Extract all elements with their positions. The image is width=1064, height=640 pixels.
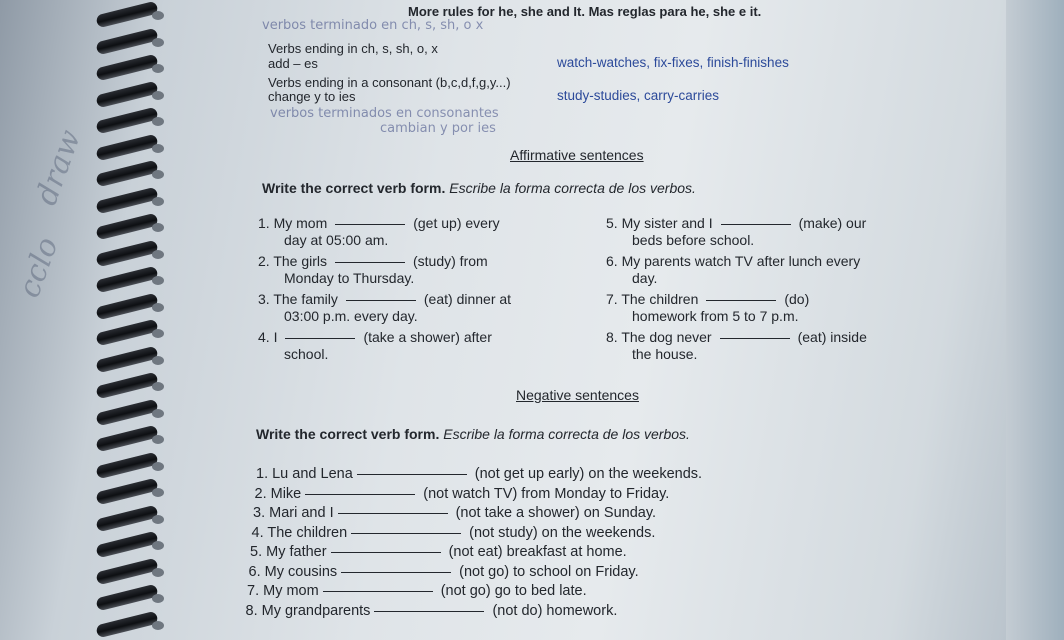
item-verb-hint: (eat) inside bbox=[797, 329, 867, 345]
item-subject: 8. The dog never bbox=[606, 329, 712, 345]
answer-blank[interactable] bbox=[323, 590, 433, 592]
item-subject: 6. My cousins bbox=[248, 563, 338, 580]
rule2-label: Verbs ending in a consonant (b,c,d,f,g,y...) bbox=[268, 75, 511, 90]
item-verb-hint: (study) from bbox=[413, 253, 488, 269]
punch-hole bbox=[152, 356, 164, 365]
punch-hole bbox=[152, 38, 164, 47]
affirmative-item-continued: 03:00 p.m. every day. bbox=[284, 308, 418, 324]
margin-scribble: draw bbox=[28, 125, 89, 210]
answer-blank[interactable] bbox=[338, 512, 448, 514]
punch-hole bbox=[152, 515, 164, 524]
item-subject: 4. I bbox=[258, 329, 278, 345]
item-verb-hint: (not go) to school on Friday. bbox=[459, 563, 639, 580]
handwritten-note: verbos terminados en consonantes bbox=[270, 106, 499, 121]
item-subject: 7. The children bbox=[606, 291, 699, 307]
rule1-examples: watch-watches, fix-fixes, finish-finishes bbox=[557, 55, 789, 70]
punch-hole bbox=[152, 329, 164, 338]
answer-blank[interactable] bbox=[351, 532, 461, 534]
item-subject: 7. My mom bbox=[247, 583, 319, 599]
punch-hole bbox=[152, 409, 164, 418]
punch-hole bbox=[152, 170, 164, 179]
item-subject: 5. My sister and I bbox=[606, 215, 713, 231]
item-subject: 1. Lu and Lena bbox=[256, 466, 353, 482]
handwritten-note: verbos terminado en ch, s, sh, o x bbox=[262, 18, 484, 33]
rule1-add: add – es bbox=[268, 56, 318, 71]
negative-item bbox=[246, 603, 618, 619]
answer-blank[interactable] bbox=[374, 610, 484, 612]
negative-item bbox=[256, 466, 702, 482]
punch-hole bbox=[152, 541, 164, 550]
punch-hole bbox=[152, 91, 164, 100]
affirmative-item bbox=[606, 253, 860, 269]
answer-blank[interactable] bbox=[721, 223, 791, 225]
item-verb-hint: (get up) every bbox=[413, 215, 500, 231]
item-verb-hint: (not do) homework. bbox=[492, 602, 618, 619]
punch-hole bbox=[152, 568, 164, 577]
item-verb-hint: (not watch TV) from Monday to Friday. bbox=[423, 485, 670, 502]
item-subject: 3. The family bbox=[258, 291, 338, 307]
item-verb-hint: (make) our bbox=[798, 215, 867, 231]
answer-blank[interactable] bbox=[331, 551, 441, 553]
item-subject: 6. My parents watch TV after lunch every bbox=[606, 253, 861, 269]
item-subject: 2. The girls bbox=[258, 253, 327, 269]
item-verb-hint: (not get up early) on the weekends. bbox=[474, 466, 703, 482]
rules-title: More rules for he, she and It. Mas reglas para he, she e it. bbox=[408, 4, 762, 19]
item-subject: 5. My father bbox=[250, 544, 327, 560]
punch-hole bbox=[152, 223, 164, 232]
item-verb-hint: (do) bbox=[784, 291, 810, 307]
punch-hole bbox=[152, 276, 164, 285]
margin-scribble: cclo bbox=[11, 232, 66, 303]
punch-hole bbox=[152, 382, 164, 391]
answer-blank[interactable] bbox=[335, 223, 405, 225]
answer-blank[interactable] bbox=[305, 493, 415, 495]
page-edge bbox=[1006, 0, 1064, 640]
affirmative-item bbox=[258, 329, 492, 345]
affirmative-item bbox=[606, 329, 867, 345]
answer-blank[interactable] bbox=[335, 261, 405, 263]
item-subject: 8. My grandparents bbox=[245, 602, 371, 619]
answer-blank[interactable] bbox=[357, 473, 467, 475]
negative-item bbox=[253, 505, 656, 521]
affirmative-item-continued: the house. bbox=[632, 346, 698, 362]
punch-hole bbox=[152, 250, 164, 259]
punch-hole bbox=[152, 11, 164, 20]
affirmative-instruction: Write the correct verb form. Escribe la forma correcta de los verbos. bbox=[262, 180, 696, 196]
rule1-label: Verbs ending in ch, s, sh, o, x bbox=[268, 41, 438, 56]
affirmative-item-continued: day. bbox=[632, 270, 658, 286]
handwritten-note: cambian y por ies bbox=[380, 121, 496, 136]
punch-hole bbox=[152, 462, 164, 471]
item-subject: 4. The children bbox=[251, 524, 348, 541]
punch-hole bbox=[152, 64, 164, 73]
negative-item bbox=[247, 583, 587, 599]
punch-hole bbox=[152, 488, 164, 497]
affirmative-item bbox=[258, 253, 488, 269]
item-verb-hint: (not eat) breakfast at home. bbox=[448, 544, 627, 560]
item-subject: 1. My mom bbox=[258, 215, 328, 231]
section-heading-negative: Negative sentences bbox=[516, 387, 639, 403]
affirmative-item-continued: beds before school. bbox=[632, 232, 755, 248]
punch-hole bbox=[152, 197, 164, 206]
rule2-examples: study-studies, carry-carries bbox=[557, 88, 720, 103]
section-heading-affirmative: Affirmative sentences bbox=[510, 147, 644, 163]
affirmative-item-continued: homework from 5 to 7 p.m. bbox=[632, 308, 799, 324]
answer-blank[interactable] bbox=[341, 571, 451, 573]
affirmative-item-continued: Monday to Thursday. bbox=[284, 270, 415, 286]
affirmative-item-continued: school. bbox=[284, 346, 329, 362]
negative-item bbox=[249, 564, 639, 580]
negative-instruction: Write the correct verb form. Escribe la forma correcta de los verbos. bbox=[256, 426, 690, 442]
negative-item bbox=[252, 525, 656, 541]
answer-blank[interactable] bbox=[346, 299, 416, 301]
item-verb-hint: (not study) on the weekends. bbox=[469, 524, 656, 541]
item-verb-hint: (not go) go to bed late. bbox=[440, 583, 587, 599]
rule2-change: change y to ies bbox=[268, 89, 356, 104]
negative-item bbox=[255, 486, 670, 502]
item-subject: 3. Mari and I bbox=[253, 505, 334, 521]
punch-hole bbox=[152, 303, 164, 312]
punch-hole bbox=[152, 144, 164, 153]
punch-hole bbox=[152, 117, 164, 126]
item-subject: 2. Mike bbox=[254, 485, 302, 502]
answer-blank[interactable] bbox=[285, 337, 355, 339]
punch-hole bbox=[152, 621, 164, 630]
affirmative-item bbox=[606, 291, 809, 307]
affirmative-item-continued: day at 05:00 am. bbox=[284, 232, 389, 248]
affirmative-item bbox=[258, 291, 511, 307]
answer-blank[interactable] bbox=[706, 299, 776, 301]
item-verb-hint: (take a shower) after bbox=[363, 329, 492, 345]
item-verb-hint: (eat) dinner at bbox=[423, 291, 512, 307]
negative-item bbox=[250, 544, 627, 560]
item-verb-hint: (not take a shower) on Sunday. bbox=[455, 505, 657, 521]
punch-hole bbox=[152, 594, 164, 603]
affirmative-item bbox=[606, 215, 866, 231]
punch-hole bbox=[152, 435, 164, 444]
affirmative-item bbox=[258, 215, 500, 231]
answer-blank[interactable] bbox=[720, 337, 790, 339]
